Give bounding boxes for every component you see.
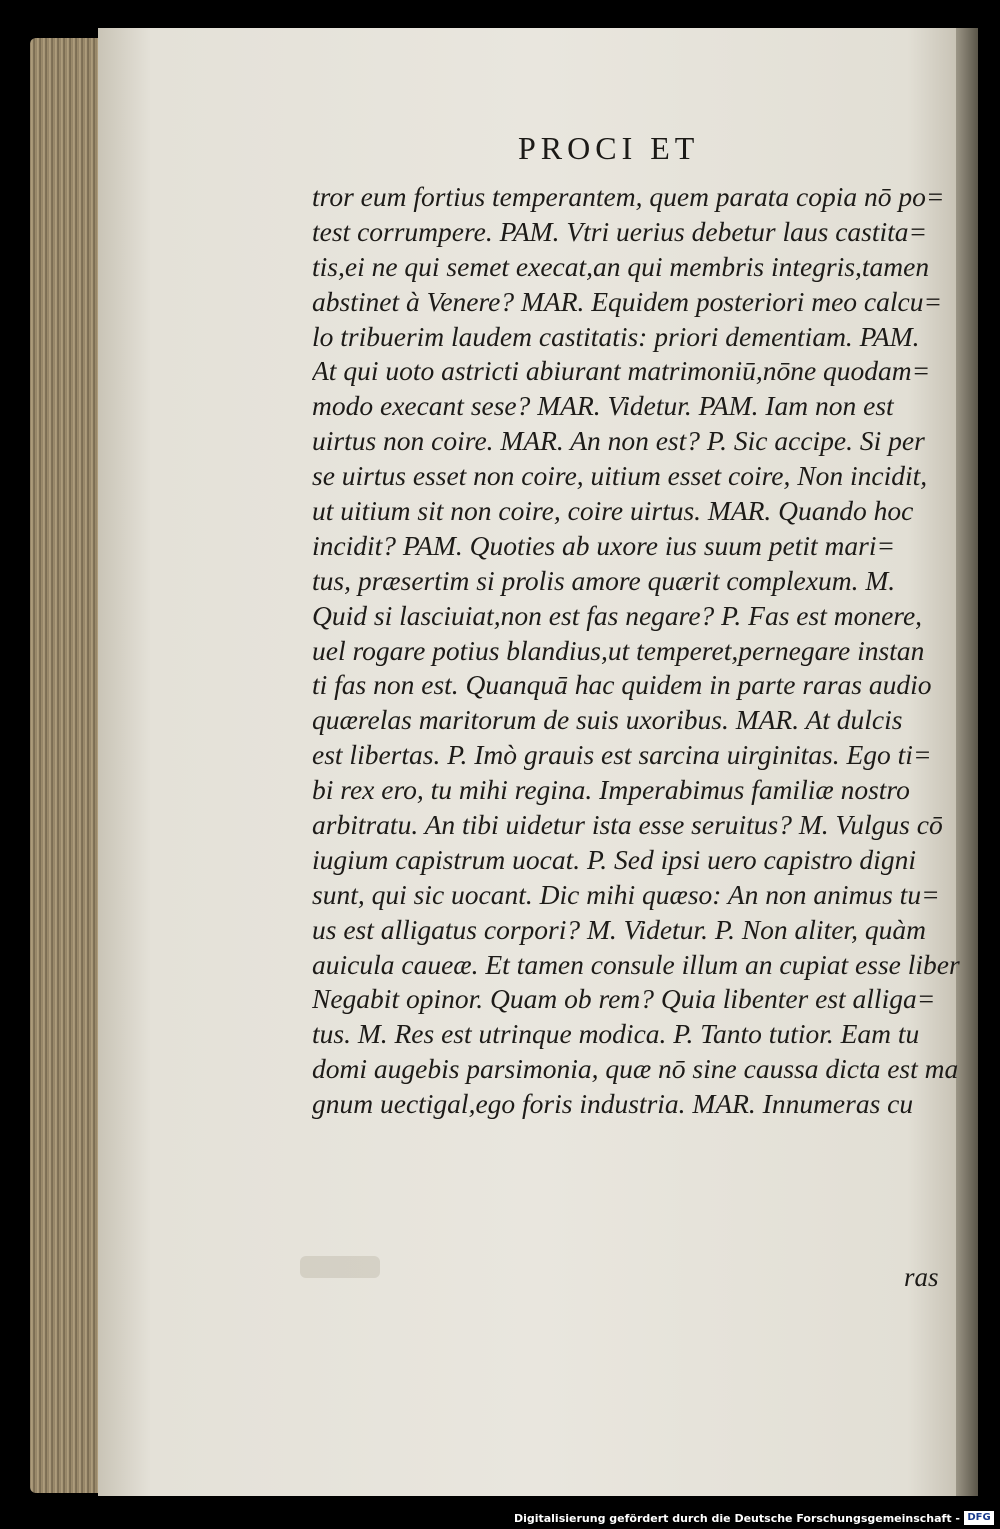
text-line: tis,ei ne qui semet execat,an qui membris integris,tamen [312, 250, 930, 282]
text-line: domi augebis parsimonia, quæ nō sine caussa dicta est ma [312, 1053, 959, 1085]
text-line: abstinet à Venere? MAR. Equidem posteriori meo calcu= [312, 285, 943, 317]
text-line: us est alligatus corpori? M. Videtur. P. Non aliter, quàm [312, 913, 926, 945]
text-line: incidit? PAM. Quoties ab uxore ius suum petit mari= [312, 529, 896, 561]
text-line: test corrumpere. PAM. Vtri uerius debetur laus castita= [312, 215, 928, 247]
text-line: modo execant sese? MAR. Videtur. PAM. Iam non est [312, 390, 894, 422]
text-line: est libertas. P. Imò grauis est sarcina uirginitas. Ego ti= [312, 739, 932, 771]
text-line: gnum uectigal,ego foris industria. MAR. Innumeras cu [312, 1088, 914, 1120]
page-edges [30, 38, 102, 1493]
text-line: auicula caueæ. Et tamen consule illum an cupiat esse liber [312, 948, 960, 980]
text-line: se uirtus esset non coire, uitium esset coire, Non incidit, [312, 460, 928, 492]
dfg-logo: DFG [964, 1511, 994, 1525]
digitization-credit: Digitalisierung gefördert durch die Deutsche Forschungsgemeinschaft - [513, 1512, 960, 1525]
text-line: lo tribuerim laudem castitatis: priori dementiam. PAM. [312, 320, 920, 352]
text-line: tus, præsertim si prolis amore quærit complexum. M. [312, 564, 896, 596]
text-line: bi rex ero, tu mihi regina. Imperabimus familiæ nostro [312, 774, 910, 806]
text-line: quærelas maritorum de suis uxoribus. MAR. At dulcis [312, 704, 903, 736]
catchword: ras [904, 1262, 939, 1292]
text-line: tus. M. Res est utrinque modica. P. Tanto tutior. Eam tu [312, 1018, 920, 1050]
text-line: arbitratu. An tibi uidetur ista esse seruitus? M. Vulgus cō [312, 809, 943, 841]
text-line: uirtus non coire. MAR. An non est? P. Sic accipe. Si per [312, 425, 925, 457]
text-line: Quid si lasciuiat,non est fas negare? P. Fas est monere, [312, 599, 923, 631]
text-line: ut uitium sit non coire, coire uirtus. MAR. Quando hoc [312, 495, 914, 527]
text-block [312, 180, 962, 1122]
text-line: uel rogare potius blandius,ut temperet,pernegare instan [312, 634, 925, 666]
paper-stain [300, 1256, 380, 1278]
text-line: At qui uoto astricti abiurant matrimoniū,nōne quodam= [312, 355, 931, 387]
text-line: iugium capistrum uocat. P. Sed ipsi uero capistro digni [312, 843, 916, 875]
running-head: PROCI ET [518, 130, 700, 166]
text-line: ti fas non est. Quanquā hac quidem in parte raras audio [312, 669, 932, 701]
text-line: tror eum fortius temperantem, quem parata copia nō po= [312, 181, 945, 212]
text-line: sunt, qui sic uocant. Dic mihi quæso: An non animus tu= [312, 878, 940, 910]
text-line: Negabit opinor. Quam ob rem? Quia libenter est alliga= [312, 983, 936, 1015]
